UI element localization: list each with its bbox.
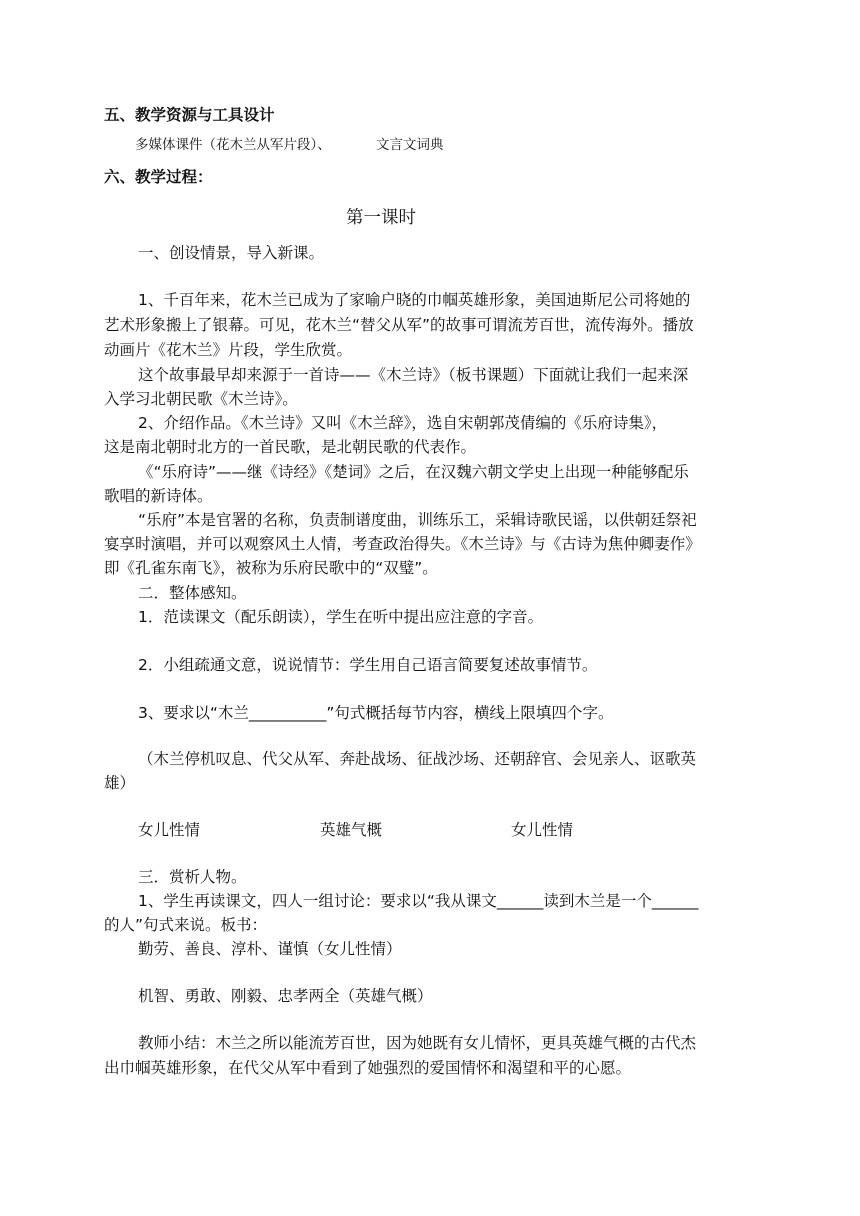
board-line: 勤劳、善良、淳朴、谨慎（女儿性情） [138,940,402,958]
item-text: 3、要求以“木兰 [138,704,249,722]
paragraph-line: “乐府”本是官署的名称，负责制谱度曲，训练乐工，采辑诗歌民谣，以供朝廷祭祀 [138,511,697,529]
paragraph-line: 这个故事最早却来源于一首诗——《木兰诗》（板书课题）下面就让我们一起来深 [138,366,689,384]
fill-blank: ______ [651,892,699,910]
paragraph-line: 宴享时演唱，并可以观察风土人情，考查政治得失。《木兰诗》与《古诗为焦仲卿妻作》 [104,535,701,553]
list-item: 2．小组疏通文意，说说情节：学生用自己语言简要复述故事情节。 [138,656,598,674]
part3-heading: 三．赏析人物。 [138,868,247,886]
lesson-title: 第一课时 [346,208,416,228]
item-text: ”句式概括每节内容，横线上限填四个字。 [326,704,614,722]
list-item: 1．范读课文（配乐朗读），学生在听中提出应注意的字音。 [138,608,544,626]
fill-blank: ______ [496,892,544,910]
board-line: 机智、勇敢、刚毅、忠孝两全（英雄气概） [138,987,433,1005]
answer-line: 雄） [104,774,136,792]
section6-heading: 六、教学过程： [104,168,213,186]
paragraph-line: 2、介绍作品。《木兰诗》又叫《木兰辞》，选自宋朝郭茂倩编的《乐府诗集》， [138,414,668,432]
part1-heading: 一、创设情景，导入新课。 [138,244,325,262]
paragraph-line: 《“乐府诗”——继《诗经》《楚词》之后，在汉魏六朝文学史上出现一种能够配乐 [138,463,689,481]
category-label: 女儿性情 [511,821,574,839]
category-label: 女儿性情 [138,821,201,839]
paragraph-line: 歌唱的新诗体。 [104,487,213,505]
summary-line: 出巾帼英雄形象，在代父从军中看到了她强烈的爱国情怀和渴望和平的心愿。 [104,1059,632,1077]
resource-multimedia: 多媒体课件（花木兰从军片段）、 [135,137,331,153]
fill-blank: __________ [248,704,327,722]
list-item [138,890,698,912]
paragraph-line: 入学习北朝民歌《木兰诗》。 [104,390,298,408]
item-text: 1、学生再读课文，四人一组讨论：要求以“我从课文 [138,892,497,910]
resource-dictionary: 文言文词典 [376,137,444,153]
paragraph-line: 动画片《花木兰》片段，学生欣赏。 [104,341,353,359]
paragraph-line: 即《孔雀东南飞》，被称为乐府民歌中的“双璧”。 [104,559,438,577]
category-label: 英雄气概 [320,821,383,839]
part2-heading: 二．整体感知。 [138,584,247,602]
answer-line: （木兰停机叹息、代父从军、奔赴战场、征战沙场、还朝辞官、会见亲人、讴歌英 [138,750,697,768]
paragraph-line: 这是南北朝时北方的一首民歌，是北朝民歌的代表作。 [104,438,477,456]
paragraph-line: 1、千百年来，花木兰已成为了家喻户晓的巾帼英雄形象，美国迪斯尼公司将她的 [138,291,691,309]
paragraph-line: 艺术形象搬上了银幕。可见，花木兰“替父从军”的故事可谓流芳百世，流传海外。播放 [104,316,694,334]
item-text: 读到木兰是一个 [543,892,652,910]
section5-heading: 五、教学资源与工具设计 [104,106,275,124]
summary-line: 教师小结：木兰之所以能流芳百世，因为她既有女儿情怀，更具英雄气概的古代杰 [138,1034,697,1052]
list-item [138,702,613,724]
list-item-continuation: 的人”句式来说。板书： [104,916,268,934]
